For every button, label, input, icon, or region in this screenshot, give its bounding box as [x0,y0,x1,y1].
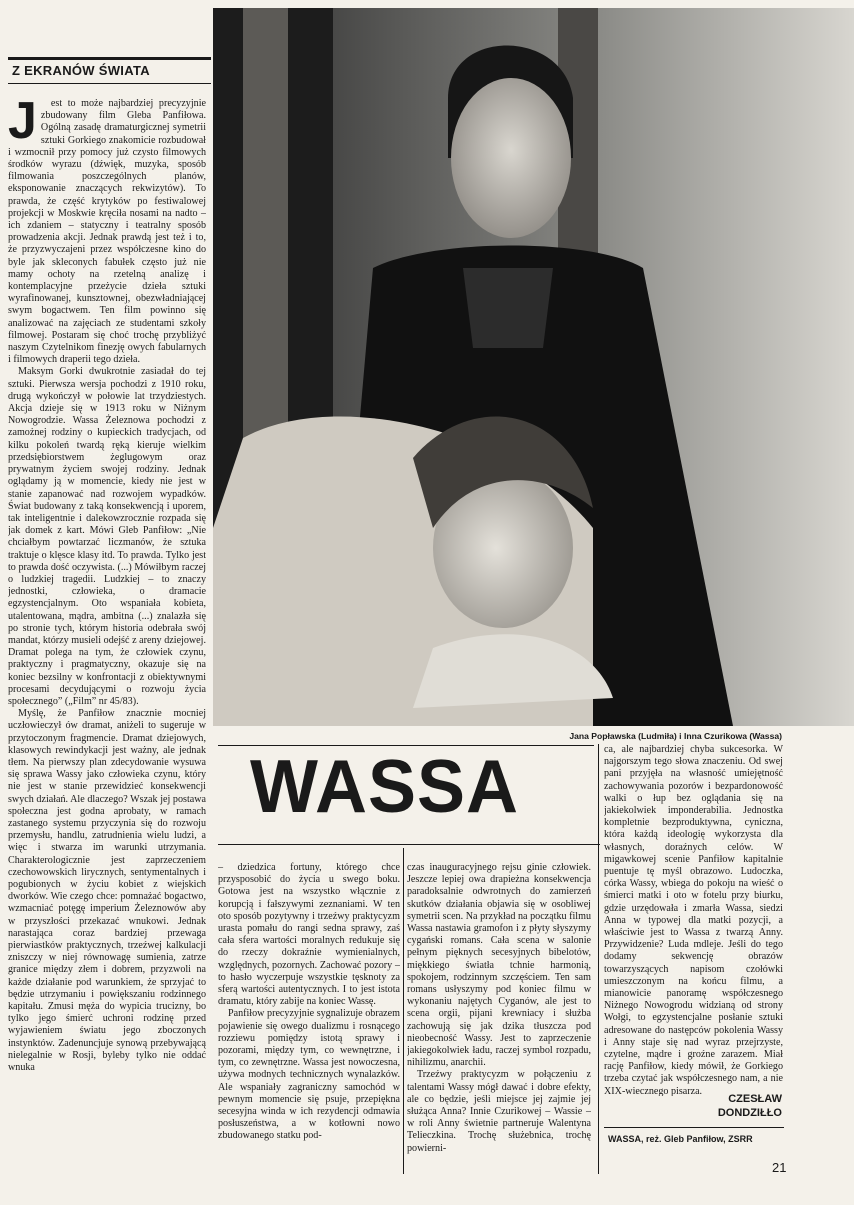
article-paragraph: – dziedzica fortuny, którego chce przysposobić do życia u swego boku. Gotowa jest na wszystko włącznie z korupcją i fałszywymi zeznaniami. W ten oto sposób pozytywny i trzeźwy praktycyzm urasta pomału do rangi sedna sprawy, zaś cała sfera wartości moralnych redukuje się do rzeczy dokraźnie wymienialnych, względnych, pozornych. Zachować pozory – to hasło wyczerpuje wszystkie tęsknoty za sferą wartości autentycznych. I to jest istota dramatu, który zabije na koniec Wassę. [218,862,400,1008]
page-number: 21 [772,1160,787,1175]
section-label: Z EKRANÓW ŚWIATA [12,63,150,78]
headline-rule [218,844,600,845]
article-paragraph: Trzeźwy praktycyzm w połączeniu z talentami Wassy mógł dawać i dobre efekty, ale co będzie, jeśli miejsce jej zajmie jej służąca Anna? Innie Czurikowej – Wassie – w roli Anny świetnie partneruje Walentyna Telieczkina. Trochę służebnica, trochę powierni- [407,1069,591,1154]
article-paragraph: Myślę, że Panfiłow znacznie mocniej uczłowieczył ów dramat, aniżeli to sugeruje w przytoczonym fragmencie. Dramat dziejowych, klasowych rewindykacji jest ważny, ale jednak tłem. Na pierwszy plan zdecydowanie wysuwa się sprawa Wassy jako człowieka czynu, który nie jest w stanie przewidzieć konsekwencji swych działań. Ale dlaczego? Wszak jej postawa społeczna jest godna aprobaty, w ramach zastanego systemu przyczynia się do rozwoju przemysłu, handlu, zatrudnienia wielu ludzi, a więc i stwarza im warunki utrzymania. Charakterologicznie jest zaprzeczeniem czechowowskich lirycznych, sentymentalnych i pogubionych w życiu kobiet z wiejskich dworków. Wie czego chce: pomnażać bogactwo, wzmacniać potęgę imperium Żeleznowów aby w przyszłości przekazać wnukowi. Jednak narastająca coraz bardziej przewaga pierwiastków praktycznych, trzeźwej kalkulacji zniszczy w niej równowagę sumienia, zatrze granice między złem i dobrem, przyzwoli na każde działanie pod warunkiem, że sprzyjać to będzie utrzymaniu i powiększaniu rodzinnego kapitału. Zmusi męża do wypicia trucizny, bo tylko jego śmierć uchroni rodzinę przed wyjawieniem światu jego zboczonych instynktów. Zadenuncjuje synową przebywającą nielegalnie w Rosji, byleby tylko nie oddać wnuka [8,708,206,1074]
column-divider [403,848,404,1174]
section-bottom-rule [8,83,211,84]
film-credit: WASSA, reż. Gleb Panfiłow, ZSRR [608,1134,753,1144]
article-headline: WASSA [250,745,520,829]
photo-caption: Jana Popławska (Ludmiła) i Inna Czurikowa (Wassa) [569,731,782,741]
film-still-photo [213,8,854,726]
credit-rule [604,1127,784,1128]
article-paragraph: Maksym Gorki dwukrotnie zasiadał do tej sztuki. Pierwsza wersja pochodzi z 1910 roku, drugą wykończył w połowie lat trzydziestych. Akcja dzieje się w 1913 roku w Niżnym Nowogrodzie. Wassa Żeleznowa pochodzi z zamożnej rodziny o kupieckich tradycjach, od kilku pokoleń twardą ręką kieruje wielkim przedsiębiorstwem żeglugowym oraz prywatnym życiem swojej rodziny. Jednak oglądamy ją w momencie, kiedy nie jest w stanie zapanować nad rozwojem wypadków. Świat budowany z taką konsekwencją i uporem, tak inteligentnie i dalekowzrocznie rozpada się jak domek z kart. Mówi Gleb Panfiłow: „Nie chciałbym powtarzać liczmanów, że sztuka traktuje o klęsce klasy itd. To prawda. Tylko jest to prawda dość oczywista. (...) Mówiłbym raczej o ludzkiej tragedii. Ludzkiej – to znaczy jednostki, człowieka, o dramacie egzystencjalnym. Oto wspaniała kobieta, utalentowana, mądra, ambitna (...) znalazła się po stronie tych, którym historia odebrała swój mandat, którzy musieli odejść z areny dziejowej. Dramat polega na tym, że człowiek czynu, praktyczny i pragmatyczny, okazuje się na koniec bezsilny w konfrontacji z obiektywnymi procesami decydującymi o rozwoju życia społecznego” („Film” nr 45/83). [8,366,206,707]
article-column-1 [8,98,206,1173]
article-paragraph: Panfiłow precyzyjnie sygnalizuje obrazem pojawienie się owego dualizmu i rosnącego rozziewu pomiędzy istotą sprawy i pozorami, między tym, co wewnętrzne, i tym, co zewnętrzne. Wassa jest nowoczesna, używa modnych technicznych wynalazków. Ale wspaniały zagraniczny samochód w pewnym momencie się psuje, przepiękna secesyjna winda w ich rezydencji odmawia posłuszeństwa, a w kotłowni nowo zbudowanego statku pod- [218,1008,400,1142]
author-byline [640,1092,782,1120]
article-column-4 [604,744,783,1096]
article-column-2 [218,862,400,1174]
article-paragraph: ca, ale najbardziej chyba sukcesorka. W najgorszym tego słowa znaczeniu. Od swej pani przyjęła na własność umiejętność zachowywania pozorów i bezpardonowość walki o łup bez oglądania się na jakiekolwiek imponderabilia. Jednostka kompletnie bezproduktywna, cyniczna, która każdą ideologię wykorzysta dla własnych, doraźnych celów. W migawkowej scenie Panfiłow kapitalnie puentuje tę myśl obrazowo. Ludoczka, córka Wassy, wbiega do pokoju na wieść o śmierci matki i oto w fotelu przy biurku, gdzie urzędowała i zmarła Wassa, siedzi Anna w typowej dla matki pozycji, a właściwie jest to Wassa z twarzą Anny. Przywidzenie? Luda mdleje. Jeśli do tego dodamy sekwencję obrazów towarzyszących napisom czołówki umieszczonym na końcu filmu, a mianowicie panoramę współczesnego Niżnego Nowogrodu widzianą od strony Wołgi, to egzystencjalne posłanie sztuki adresowane do następców pokolenia Wassy i Anny staje się nad wyraz przejrzyste, czytelne, mądre i groźne zarazem. Miał rację Panfiłow, kiedy mówił, że Gorkiego trzeba czytać jak współczesnego nam, a nie XIX-wiecznego pisarza. [604,744,783,1096]
article-paragraph: czas inauguracyjnego rejsu ginie człowiek. Jeszcze lepiej owa drapieżna konsekwencja paradoksalnie odwrotnych do zamierzeń skutków działania objawia się w osobliwej symetrii scen. Na przykład na początku filmu Wassa nastawia gramofon i z płyty słyszymy cygański romans. Cała scena w salonie pełnym pięknych secesyjnych bibelotów, miękkiego światła tchnie harmonią, spokojem, rodzinnym szczęściem. Ten sam romans usłyszymy pod koniec filmu w wykonaniu najętych Cyganów, ale jest to scena orgii, pijani krewniacy i służba zachowują się jak dzika tłuszcza pod nieobecność Wassy. Jest to zaprzeczenie jakiegokolwiek ładu, raczej symbol rozpadu, nihilizmu, anarchii. [407,862,591,1069]
drop-cap: J [8,98,37,150]
author-last-name: DONDZIŁŁO [717,1107,782,1119]
section-top-rule [8,57,211,60]
author-first-name: CZESŁAW [728,1093,782,1105]
column-divider [598,744,599,1174]
article-column-3 [407,862,591,1174]
article-paragraph: est to może najbardziej precyzyjnie zbudowany film Gleba Panfiłowa. Ogólną zasadę dramaturgicznej symetrii sztuki Gorkiego znakomicie rozbudował i wzmocnił przy pomocy już czysto filmowych środków wyrazu (dźwięk, muzyka, sposób filmowania poszczególnych planów, eksponowanie znaczących rekwizytów). To prawda, że część krytyków po festiwalowej projekcji w Moskwie kręciła nosami na nadto – ich zdaniem – statyczny i teatralny sposób prowadzenia akcji. Jednak prawdą jest też i to, że przyzwyczajeni przez współczesne kino do byle jak skleconych fabułek często już nie mamy ochoty na rzetelną analizę i kontemplacyjne przeżycie dzieła sztuki wyrafinowanej, kunsztownej, obezwładniającej swym bogactwem. Ten film powinno się analizować na zajęciach ze studentami szkoły filmowej. Postaram się choć trochę przybliżyć naszym Czytelnikom finezję owych fabularnych i filmowych draperii tego dzieła. [8,98,206,366]
